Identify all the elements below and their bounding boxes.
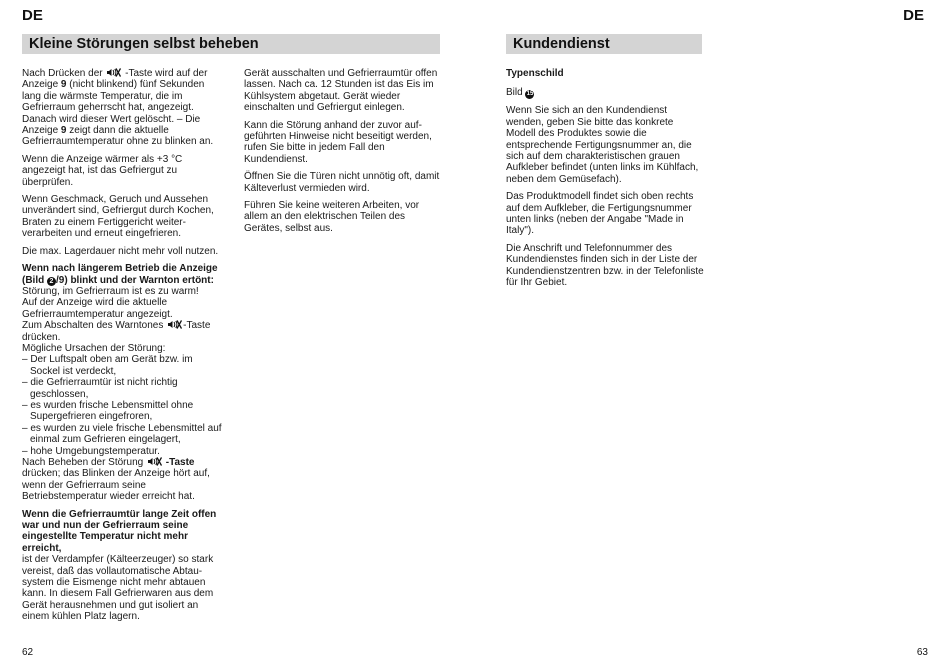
text-line: Betriebstemperatur wieder erreicht hat.	[22, 491, 195, 503]
text-line: unverändert sind, Gefriergut durch Kochen,	[22, 205, 214, 217]
text-line: Wenn die Anzeige wärmer als +3 °C	[22, 153, 183, 165]
paragraph-door-open-long	[22, 509, 222, 623]
text-line: Kann die Störung anhand der zuvor auf-	[244, 119, 422, 131]
text-line: Wenn Geschmack, Geruch und Aussehen	[22, 194, 209, 206]
text-line: Kundendienstzentren bzw. in der Telefonliste	[506, 265, 704, 277]
left-column-2	[244, 68, 444, 240]
list-item-line: – hohe Umgebungstemperatur.	[22, 445, 160, 457]
text-line: kann. In diesem Fall Gefrierwaren aus dem	[22, 588, 214, 600]
paragraph-alarm-key-display	[22, 68, 222, 148]
text: zeigt dann die aktuelle	[69, 125, 169, 137]
list-item-line: – Der Luftspalt oben am Gerät bzw. im	[22, 354, 193, 366]
left-column-1	[22, 68, 222, 629]
text-line: für Ihr Gebiet.	[506, 277, 568, 289]
text-line: Kälteverlust vermieden wird.	[244, 182, 370, 194]
text-line: Mögliche Ursachen der Störung:	[22, 342, 166, 354]
text: Nach Drücken der	[22, 68, 103, 79]
text-line: Italy").	[506, 225, 534, 237]
text-line: lassen. Nach ca. 12 Stunden ist das Eis im	[244, 79, 434, 91]
text-line: Auf der Anzeige wird die aktuelle	[22, 297, 168, 309]
section-heading-bar-troubleshooting	[22, 34, 440, 54]
paragraph-no-repairs	[244, 200, 444, 234]
text-line: sich auf dem charakteristischen grauen	[506, 151, 680, 163]
text-line: wenden, geben Sie bitte das konkrete	[506, 116, 674, 128]
bold-heading-line: Wenn die Gefrierraumtür lange Zeit offen	[22, 508, 217, 520]
text-line: Braten zu einem Fertiggericht weiter-	[22, 216, 186, 228]
language-tag-left: DE	[22, 7, 43, 24]
paragraph-defrost	[244, 68, 444, 114]
section-heading-bar-customer-service	[506, 34, 702, 54]
paragraph-food-check	[22, 194, 222, 240]
figure-reference	[506, 87, 704, 99]
section-heading-customer-service: Kundendienst	[513, 36, 610, 52]
text: Anzeige	[22, 79, 59, 91]
list-item-continuation: Sockel ist verdeckt,	[30, 365, 117, 377]
text-line: Kühlsystem abgetaut. Gerät wieder	[244, 90, 401, 102]
text-line: Kundendienstes finden sich in der Liste der	[506, 254, 698, 266]
paragraph-doors	[244, 171, 444, 194]
page-number-right: 63	[916, 647, 928, 658]
text: Anzeige	[22, 125, 59, 137]
text: Bild	[506, 87, 523, 99]
list-item-line: – die Gefrierraumtür ist nicht richtig	[22, 377, 178, 389]
text-line: Die max. Lagerdauer nicht mehr voll nutzen.	[22, 245, 219, 257]
paragraph-product-model	[506, 191, 704, 237]
text-line: geführten Hinweise nicht beseitigt werden,	[244, 131, 432, 143]
paragraph-service-contact	[506, 105, 704, 185]
text-line: Wenn Sie sich an den Kundendienst	[506, 105, 668, 117]
section-heading-troubleshooting: Kleine Störungen selbst beheben	[29, 36, 259, 52]
text-line: wenn der Gefrierraum seine	[22, 479, 146, 491]
text-line: Gerät herausnehmen und gut isoliert an	[22, 599, 199, 611]
bold-subheading: Typenschild	[506, 68, 564, 79]
alarm-off-key-icon	[147, 457, 162, 466]
list-item-continuation: Supergefrieren eingefroren,	[30, 411, 153, 423]
text-line: lang die wärmste Temperatur, die im	[22, 90, 183, 102]
list-item-line: – es wurden frische Lebensmittel ohne	[22, 399, 194, 411]
paragraph-call-service	[244, 120, 444, 166]
text-line: angezeigt hat, ist das Gefriergut zu	[22, 165, 178, 177]
text: (Bild	[22, 274, 45, 286]
language-tag-right: DE	[903, 7, 924, 24]
bold-heading-line: erreicht,	[22, 542, 62, 554]
alarm-off-key-icon	[106, 68, 121, 77]
text-line: neben dem Gemüsefach).	[506, 173, 622, 185]
text-line: vereist, daß das vollautomatische Abtau-	[22, 565, 203, 577]
text-line: ist der Verdampfer (Kälteerzeuger) so stark	[22, 554, 214, 566]
bold-heading-line: Wenn nach längerem Betrieb die Anzeige	[22, 263, 218, 275]
text-line: drücken; das Blinken der Anzeige hört auf,	[22, 468, 210, 480]
text-line: Danach wird dieser Wert gelöscht. – Die	[22, 113, 201, 125]
list-item-line: – es wurden zu viele frische Lebensmittel auf	[22, 422, 222, 434]
text-line: Störung, im Gefrierraum ist es zu warm!	[22, 285, 199, 297]
text-line: entsprechende Fertigungsnummer an, die	[506, 139, 692, 151]
text-line: Führen Sie keine weiteren Arbeiten, vor	[244, 200, 420, 212]
text-line: Gerätes, selbst aus.	[244, 222, 333, 234]
text-line: Die Anschrift und Telefonnummer des	[506, 242, 673, 254]
text-line: unten links (neben der Angabe "Made in	[506, 214, 684, 226]
text-line: drücken.	[22, 331, 61, 343]
text: /9) blinkt und der Warnton ertönt:	[56, 274, 214, 286]
paragraph-address	[506, 243, 704, 289]
text-line: Gefrierraumtemperatur angezeigt.	[22, 308, 173, 320]
bold-heading-line: war und nun der Gefrierraum seine	[22, 520, 189, 532]
paragraph-temperature-check	[22, 154, 222, 188]
text-line: allem an den elektrischen Teilen des	[244, 211, 406, 223]
text-line: system die Eismenge nicht mehr abtauen	[22, 577, 206, 589]
text-line: auf dem Aufkleber, die Fertigungsnummer	[506, 202, 692, 214]
paragraph-alarm-blinking	[22, 263, 222, 503]
text-line: überprüfen.	[22, 176, 74, 188]
text-line: rufen Sie bitte in jedem Fall den	[244, 142, 385, 154]
right-column	[506, 68, 704, 295]
text: -Taste	[183, 320, 211, 332]
text-line: Gefrierraum geherrscht hat, angezeigt.	[22, 102, 194, 114]
text: (nicht blinkend) fünf Sekunden	[69, 79, 205, 91]
list-item-continuation: einmal zum Gefrieren eingelagert,	[30, 434, 181, 446]
text-line: Aufkleber befindet (unten links im Kühlfach,	[506, 162, 699, 174]
alarm-off-key-icon	[167, 320, 182, 329]
figure-number-badge: 15	[526, 91, 534, 98]
text: -Taste wird auf der	[125, 68, 208, 79]
text-line: Kundendienst.	[244, 153, 308, 165]
figure-number-badge: 2	[47, 277, 56, 286]
text-line: Das Produktmodell findet sich oben rechts	[506, 191, 694, 203]
text-line: Öffnen Sie die Türen nicht unnötig oft, damit	[244, 171, 440, 183]
text: Nach Beheben der Störung	[22, 457, 144, 468]
text-line: Modell des Produktes sowie die	[506, 128, 647, 140]
list-item-continuation: geschlossen,	[30, 388, 89, 400]
text: Zum Abschalten des Warntones	[22, 320, 164, 332]
display-number: 9	[60, 125, 67, 137]
text-line: verarbeiten und erneut eingefrieren.	[22, 228, 181, 240]
paragraph-storage-duration	[22, 246, 222, 257]
bold-heading-line: eingestellte Temperatur nicht mehr	[22, 531, 188, 543]
text-line: Gefrierraumtemperatur ohne zu blinken an.	[22, 136, 214, 148]
page-number-left: 62	[22, 647, 34, 658]
display-number: 9	[60, 79, 67, 91]
text-line: einschalten und Gefriergut einlegen.	[244, 102, 405, 114]
text: -Taste	[165, 457, 195, 468]
text-line: Gerät ausschalten und Gefrierraumtür offen	[244, 68, 438, 79]
text-line: einem kühlen Platz lagern.	[22, 611, 140, 623]
subheading-type-plate	[506, 68, 704, 79]
